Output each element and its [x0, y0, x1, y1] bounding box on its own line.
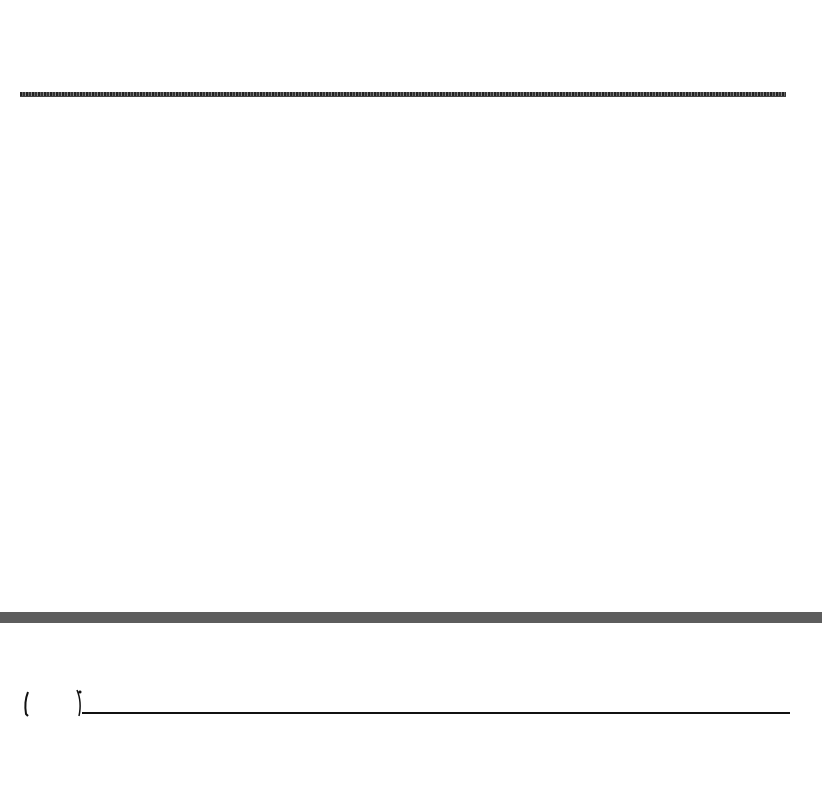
page-header-rule	[82, 712, 790, 714]
page-break-bar	[0, 612, 822, 623]
page-number-frame	[22, 688, 84, 718]
page-number-badge	[22, 688, 84, 718]
